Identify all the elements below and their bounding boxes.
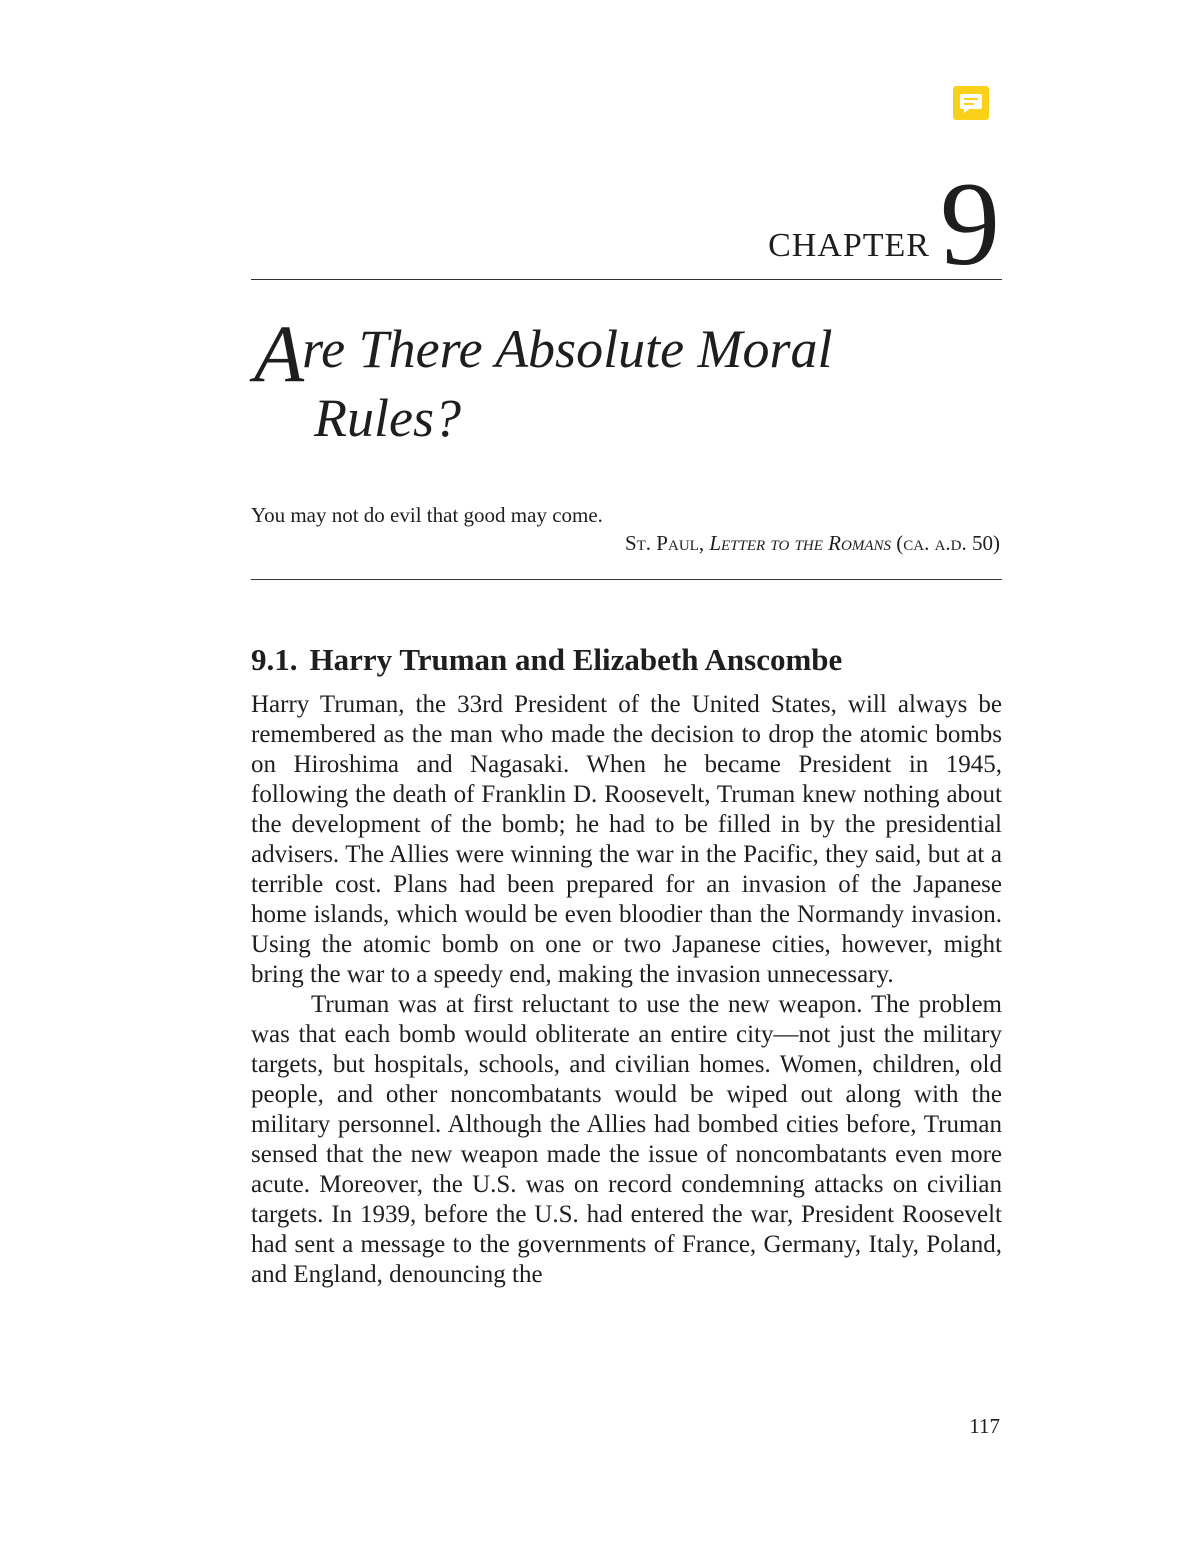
comment-icon[interactable] <box>953 86 989 120</box>
epigraph-date: (ca. a.d. 50) <box>896 531 1000 555</box>
section-number: 9.1. <box>251 642 298 677</box>
chapter-heading <box>768 157 1000 290</box>
section-heading <box>251 640 842 680</box>
section-title: Harry Truman and Elizabeth Anscombe <box>309 642 843 677</box>
epigraph-divider-bottom <box>251 579 1002 580</box>
paragraph: Truman was at first reluctant to use the new weapon. The problem was that each bomb would obliterate an entire city—not just the military targets, but hospitals, schools, and civilian homes. Women, children, old people, and other noncombatants would be wiped out along with the military personnel. Although the Allies had bombed cities before, Truman sensed that the new weapon made the issue of noncombatants even more acute. Moreover, the U.S. was on record condemning attacks on civilian targets. In 1939, before the U.S. had entered the war, President Roosevelt had sent a message to the governments of France, Germany, Italy, Poland, and England, denouncing the <box>251 991 1002 1288</box>
chapter-label: CHAPTER <box>768 227 930 264</box>
paragraph: Harry Truman, the 33rd President of the United States, will always be remembered as the man who made the decision to drop the atomic bombs on Hiroshima and Nagasaki. When he became President in 1945, following the death of Franklin D. Roosevelt, Truman knew nothing about the development of the bomb; he had to be filled in by the presidential advisers. The Allies were winning the war in the Pacific, they said, but at a terrible cost. Plans had been prepared for an invasion of the Japanese home islands, which would be even bloodier than the Normandy invasion. Using the atomic bomb on one or two Japanese cities, however, might bring the war to a speedy end, making the invasion unnecessary. <box>251 691 1002 988</box>
body-text <box>251 690 1002 1290</box>
page-number: 117 <box>969 1414 1000 1438</box>
chapter-number: 9 <box>940 157 1000 290</box>
title-line1: re There Absolute Moral <box>302 319 833 379</box>
title-initial: A <box>254 308 305 399</box>
epigraph-author: St. Paul, <box>624 531 705 555</box>
title-line2: Rules? <box>314 388 461 448</box>
chapter-divider-top <box>251 279 1002 280</box>
epigraph-work: Letter to the Romans <box>709 531 891 555</box>
epigraph-attribution <box>625 530 1000 556</box>
chapter-title <box>254 308 974 449</box>
comment-icon-glyph <box>953 86 989 120</box>
epigraph-quote: You may not do evil that good may come. <box>251 503 603 527</box>
